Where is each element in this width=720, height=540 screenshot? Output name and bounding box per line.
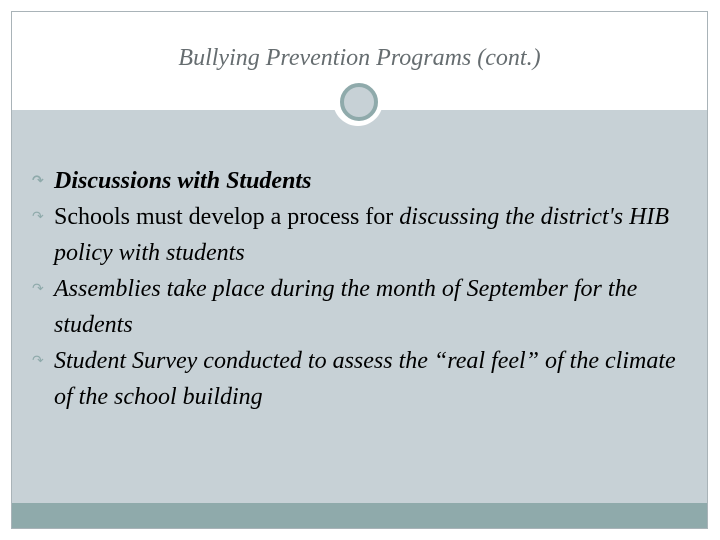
- curved-arrow-bullet-icon: ↷: [32, 281, 44, 297]
- bullet-text: Schools must develop a process for: [54, 204, 400, 230]
- bullet-list: [32, 163, 692, 415]
- bullet-item-student-survey: [32, 343, 692, 415]
- bullet-text: Student Survey conducted to assess the “real feel” of the climate of the school building: [54, 348, 676, 410]
- slide-title: Bullying Prevention Programs (cont.): [178, 45, 541, 71]
- bullet-item-assemblies: [32, 271, 692, 343]
- curved-arrow-bullet-icon: ↷: [32, 173, 44, 189]
- bullet-text: Discussions with Students: [54, 168, 312, 194]
- bottom-band: [12, 503, 707, 528]
- curved-arrow-bullet-icon: ↷: [32, 209, 44, 225]
- bullet-item-hib-policy: [32, 199, 692, 271]
- bullet-text-italic: discussing the district's HIB policy with students: [54, 204, 670, 266]
- bullet-text: Assemblies take place during the month of September for the students: [54, 276, 638, 338]
- divider-circle-icon: [340, 83, 378, 121]
- bullet-item-discussions: [32, 163, 692, 199]
- curved-arrow-bullet-icon: ↷: [32, 353, 44, 369]
